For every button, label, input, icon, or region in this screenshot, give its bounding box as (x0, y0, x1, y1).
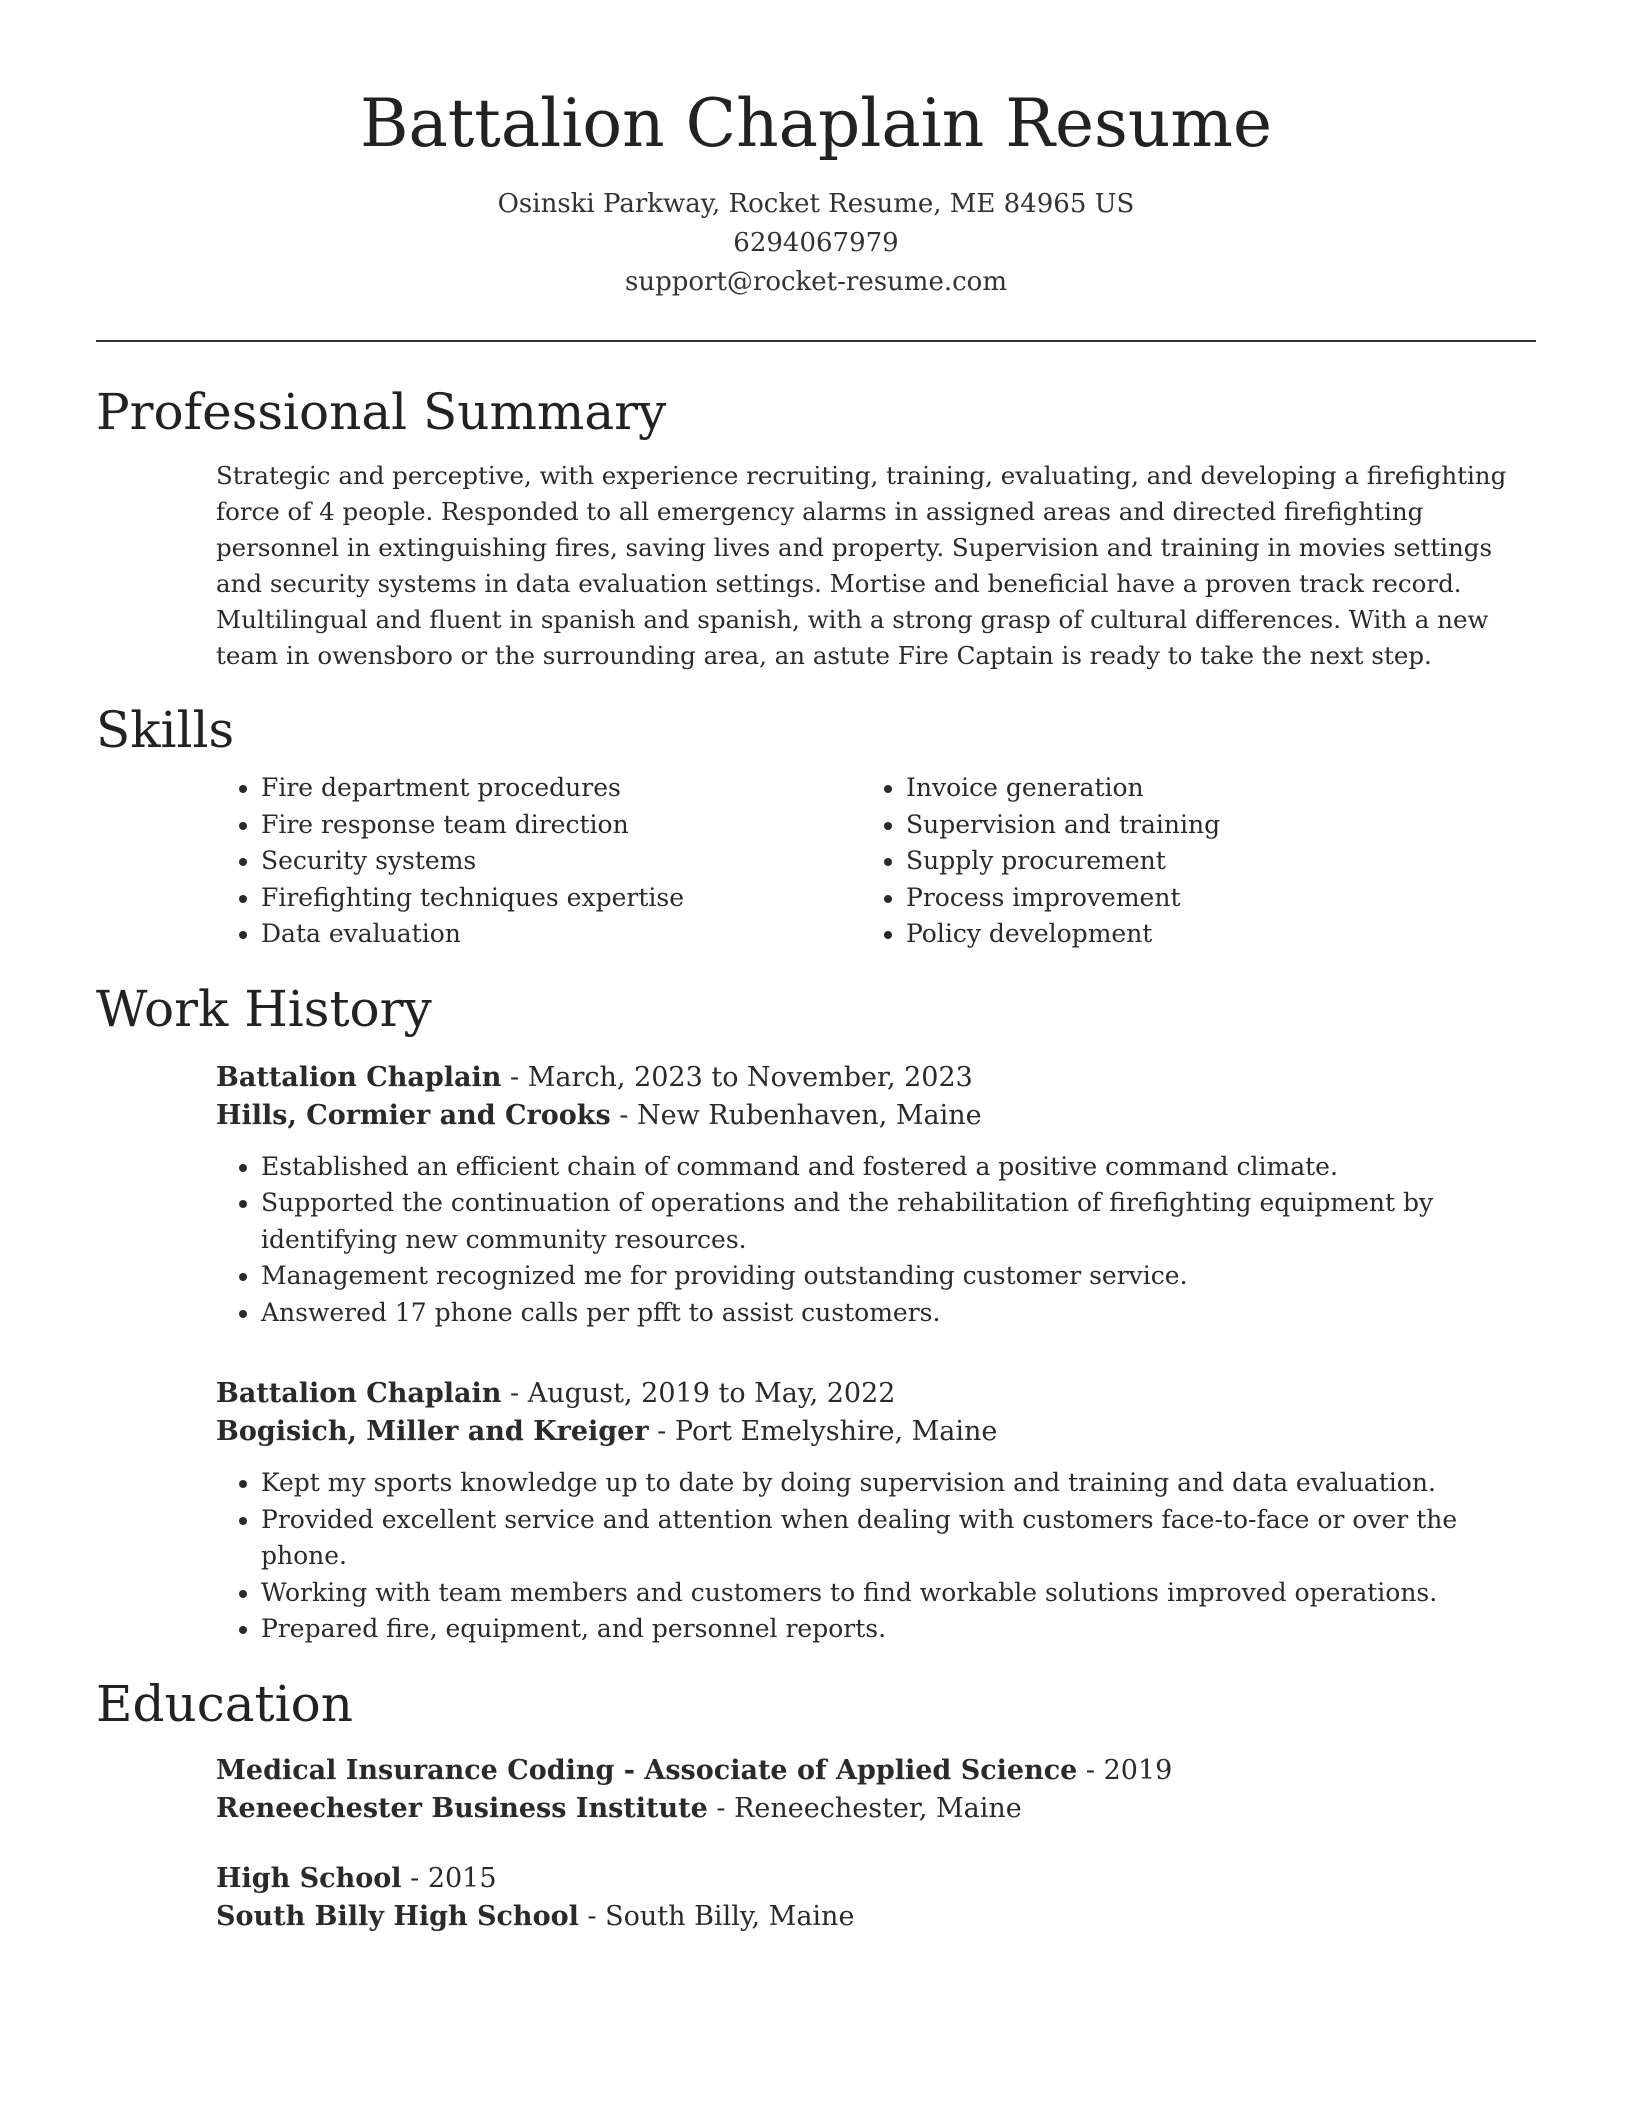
job-bullet: • Prepared fire, equipment, and personnel reports. (261, 1611, 1536, 1648)
education-year: - 2015 (401, 1862, 497, 1894)
job-bullet: • Supported the continuation of operations and the rehabilitation of firefighting equipment by identifying new community resources. (261, 1185, 1536, 1258)
skill-item: • Supply procurement (906, 843, 1506, 880)
education-degree: High School (216, 1862, 402, 1894)
job-bullet: • Working with team members and customers to find workable solutions improved operations. (261, 1575, 1536, 1612)
skill-item: • Process improvement (906, 880, 1506, 917)
job-bullet: • Answered 17 phone calls per pfft to assist customers. (261, 1295, 1536, 1332)
skill-item: • Policy development (906, 916, 1506, 953)
education-location: - South Billy, Maine (578, 1900, 855, 1932)
job-bullet: • Management recognized me for providing outstanding customer service. (261, 1258, 1536, 1295)
job-title-line (216, 1375, 1536, 1413)
email-text: support@rocket-resume.com (624, 267, 1007, 298)
skill-item: • Supervision and training (906, 807, 1506, 844)
skills-heading: Skills (96, 701, 235, 760)
resume-page (96, 0, 1536, 1936)
job-bullets (216, 1149, 1536, 1332)
summary-section (96, 382, 1536, 674)
resume-title: Battalion Chaplain Resume (359, 85, 1273, 162)
job-company-line (216, 1097, 1536, 1135)
contact-block (96, 185, 1536, 302)
job-role: Battalion Chaplain (216, 1378, 502, 1410)
education-degree: Medical Insurance Coding - Associate of Applied Science (216, 1754, 1078, 1786)
job-entry (216, 1059, 1536, 1332)
job-company-line (216, 1413, 1536, 1451)
job-location: - New Rubenhaven, Maine (610, 1099, 982, 1131)
job-company: Hills, Cormier and Crooks (216, 1099, 611, 1131)
job-bullet: • Kept my sports knowledge up to date by doing supervision and training and data evaluation. (261, 1465, 1536, 1502)
job-bullet: • Established an efficient chain of command and fostered a positive command climate. (261, 1149, 1536, 1186)
job-company: Bogisich, Miller and Kreiger (216, 1416, 649, 1448)
job-title-line (216, 1059, 1536, 1097)
phone-text: 6294067979 (733, 228, 899, 259)
job-bullet: • Provided excellent service and attention when dealing with customers face-to-face or over the phone. (261, 1502, 1536, 1575)
job-bullets (216, 1465, 1536, 1648)
job-location: - Port Emelyshire, Maine (648, 1416, 998, 1448)
job-dates: - August, 2019 to May, 2022 (501, 1378, 896, 1410)
skill-item: • Firefighting techniques expertise (261, 880, 861, 917)
education-entry (216, 1860, 1536, 1936)
skill-item: • Invoice generation (906, 770, 1506, 807)
skill-item: • Security systems (261, 843, 861, 880)
skills-column-1 (216, 770, 861, 953)
job-entry (216, 1375, 1536, 1648)
education-school: South Billy High School (216, 1900, 579, 1932)
education-section (96, 1674, 1536, 1936)
skill-item: • Fire response team direction (261, 807, 861, 844)
education-school: Reneechester Business Institute (216, 1792, 708, 1824)
education-year: - 2019 (1077, 1754, 1173, 1786)
skill-item: • Fire department procedures (261, 770, 861, 807)
education-school-line (216, 1790, 1536, 1828)
job-dates: - March, 2023 to November, 2023 (501, 1061, 973, 1093)
education-location: - Reneechester, Maine (707, 1792, 1022, 1824)
address-text: Osinski Parkway, Rocket Resume, ME 84965 US (497, 189, 1135, 220)
summary-heading: Professional Summary (96, 383, 667, 442)
skills-list (96, 770, 1536, 953)
skill-item: • Data evaluation (261, 916, 861, 953)
resume-header (96, 0, 1536, 342)
header-divider (96, 340, 1536, 342)
work-history-section (96, 979, 1536, 1648)
education-entry (216, 1752, 1536, 1828)
education-school-line (216, 1898, 1536, 1936)
skills-section (96, 700, 1536, 953)
education-heading: Education (96, 1674, 353, 1733)
education-degree-line (216, 1752, 1536, 1790)
education-degree-line (216, 1860, 1536, 1898)
work-history-heading: Work History (96, 979, 432, 1038)
job-role: Battalion Chaplain (216, 1061, 502, 1093)
skills-column-2 (861, 770, 1506, 953)
summary-text: Strategic and perceptive, with experience recruiting, training, evaluating, and developing a firefighting force of 4 people. Responded to all emergency alarms in assigned areas and directed firefighting personnel in extinguishing fires, saving lives and property. Supervision and training in movies settings and security systems in data evaluation settings. Mortise and beneficial have a proven track record. Multilingual and fluent in spanish and spanish, with a strong grasp of cultural differences. With a new team in owensboro or the surrounding area, an astute Fire Captain is ready to take the next step. (216, 461, 1507, 671)
